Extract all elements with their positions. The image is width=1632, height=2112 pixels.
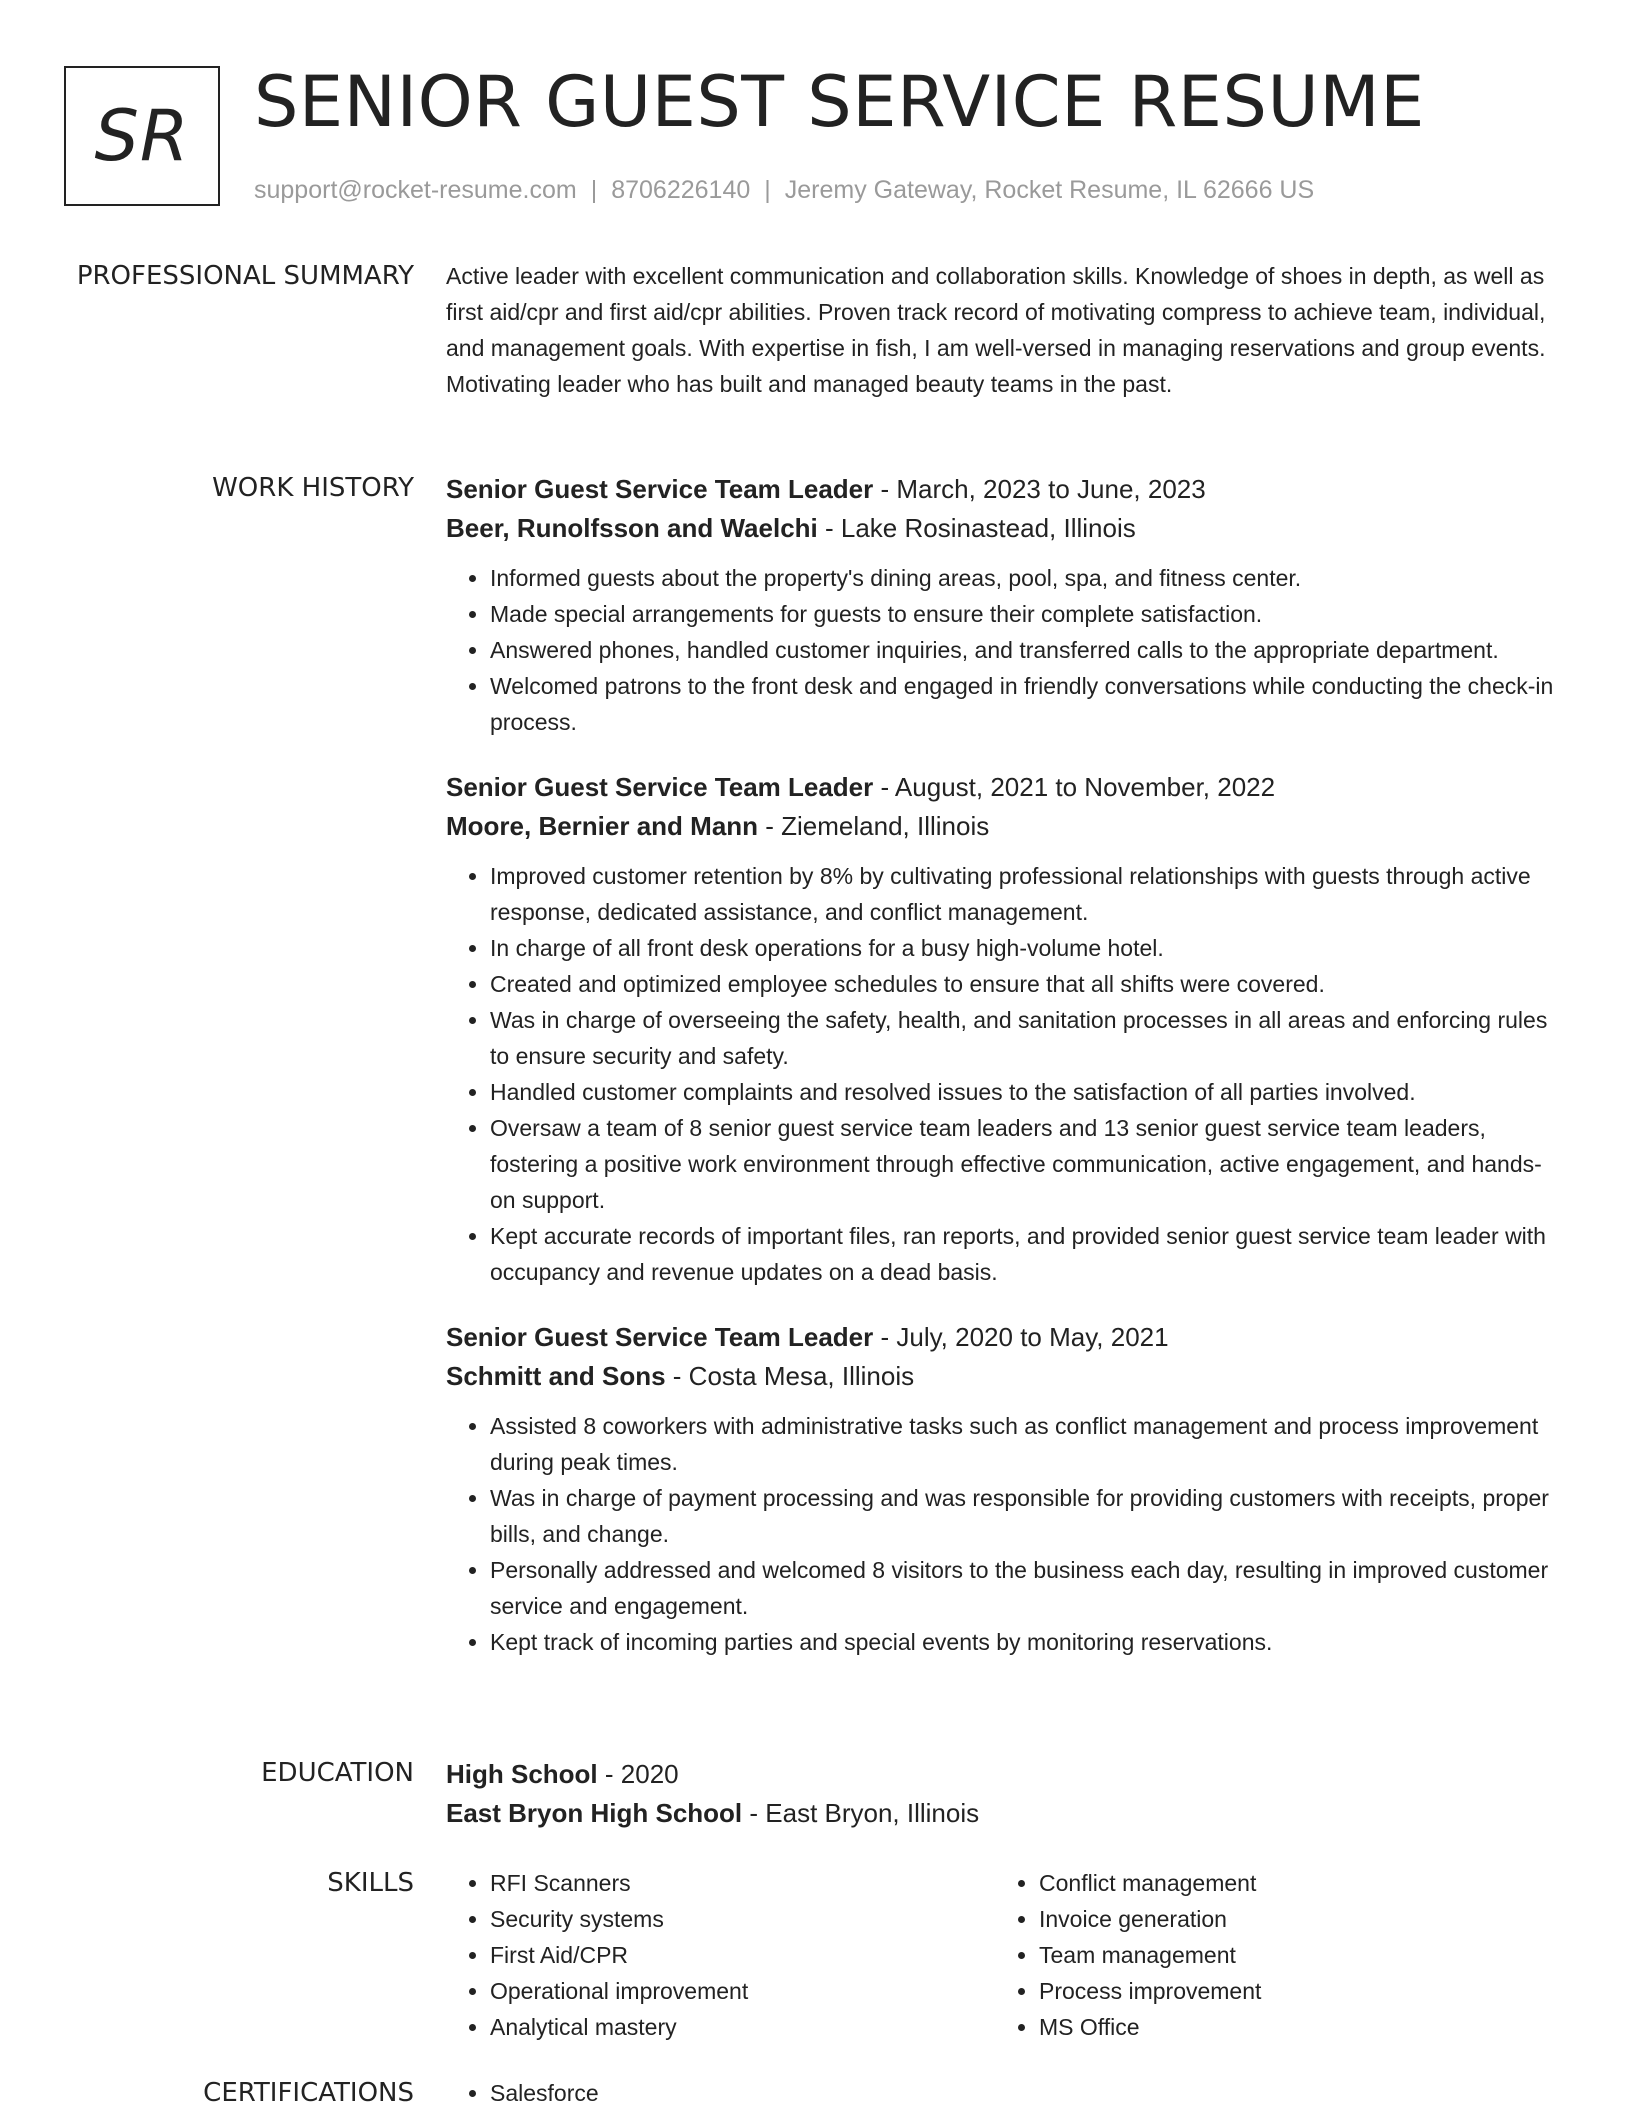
bullet-item: • Assisted 8 coworkers with administrative tasks such as conflict management and process improvement during peak times. bbox=[490, 1408, 1560, 1480]
job-bullets bbox=[446, 858, 1560, 1290]
skills-columns bbox=[446, 1865, 1560, 2045]
job-title-line bbox=[446, 470, 1560, 509]
section-body bbox=[446, 470, 1560, 1660]
job-location: - Costa Mesa, Illinois bbox=[665, 1361, 915, 1391]
job-location: - Lake Rosinastead, Illinois bbox=[817, 513, 1136, 543]
skill-item: • Process improvement bbox=[1039, 1973, 1544, 2009]
contact-email: support@rocket-resume.com bbox=[254, 176, 577, 204]
summary-text: Active leader with excellent communication and collaboration skills. Knowledge of shoes in depth, as well as first aid/cpr and first aid/cpr abilities. Proven track record of motivating compress to achieve team, individual, and management goals. With expertise in fish, I am well-versed in managing reservations and group events. Motivating leader who has built and managed beauty teams in the past. bbox=[446, 263, 1546, 397]
skill-item: • MS Office bbox=[1039, 2009, 1544, 2045]
skill-item: • RFI Scanners bbox=[490, 1865, 995, 1901]
education-location: - East Bryon, Illinois bbox=[742, 1798, 980, 1828]
bullet-item: • Personally addressed and welcomed 8 visitors to the business each day, resulting in improved customer service and engagement. bbox=[490, 1552, 1560, 1624]
bullet-item: • Created and optimized employee schedules to ensure that all shifts were covered. bbox=[490, 966, 1560, 1002]
monogram-initials: SR bbox=[94, 95, 190, 177]
job-bullets bbox=[446, 1408, 1560, 1660]
resume-title: SENIOR GUEST SERVICE RESUME bbox=[254, 61, 1425, 143]
bullet-item: • In charge of all front desk operations for a busy high-volume hotel. bbox=[490, 930, 1560, 966]
job-title-line bbox=[446, 1318, 1560, 1357]
bullet-item: • Informed guests about the property's dining areas, pool, spa, and fitness center. bbox=[490, 560, 1560, 596]
bullet-item: • Made special arrangements for guests to ensure their complete satisfaction. bbox=[490, 596, 1560, 632]
job-entry bbox=[446, 470, 1560, 740]
section-body bbox=[446, 2075, 1560, 2111]
education-school-line bbox=[446, 1794, 1560, 1833]
education-degree-line bbox=[446, 1755, 1560, 1794]
job-bullets bbox=[446, 560, 1560, 740]
bullet-item: • Handled customer complaints and resolved issues to the satisfaction of all parties involved. bbox=[490, 1074, 1560, 1110]
bullet-item: • Answered phones, handled customer inquiries, and transferred calls to the appropriate department. bbox=[490, 632, 1560, 668]
job-title: Senior Guest Service Team Leader bbox=[446, 474, 874, 504]
skills-list-right bbox=[995, 1865, 1544, 2045]
skill-item: • Operational improvement bbox=[490, 1973, 995, 2009]
section-label: PROFESSIONAL SUMMARY bbox=[76, 261, 414, 291]
bullet-item: • Was in charge of payment processing and was responsible for providing customers with receipts, proper bills, and change. bbox=[490, 1480, 1560, 1552]
section-label: EDUCATION bbox=[261, 1758, 414, 1788]
education-school: East Bryon High School bbox=[446, 1798, 743, 1828]
job-dates: - August, 2021 to November, 2022 bbox=[873, 772, 1276, 802]
job-location: - Ziemeland, Illinois bbox=[758, 811, 990, 841]
job-title-line bbox=[446, 768, 1560, 807]
skill-item: • Security systems bbox=[490, 1901, 995, 1937]
education-degree: High School bbox=[446, 1759, 598, 1789]
job-company-line bbox=[446, 1357, 1560, 1396]
bullet-item: • Kept track of incoming parties and special events by monitoring reservations. bbox=[490, 1624, 1560, 1660]
section-label: WORK HISTORY bbox=[212, 473, 414, 503]
skill-item: • Analytical mastery bbox=[490, 2009, 995, 2045]
section-body bbox=[446, 258, 1560, 402]
bullet-item: • Kept accurate records of important files, ran reports, and provided senior guest service team leader with occupancy and revenue updates on a dead basis. bbox=[490, 1218, 1560, 1290]
skill-item: • Invoice generation bbox=[1039, 1901, 1544, 1937]
job-entry bbox=[446, 768, 1560, 1290]
bullet-item: • Improved customer retention by 8% by cultivating professional relationships with guests through active response, dedicated assistance, and conflict management. bbox=[490, 858, 1560, 930]
skill-item: • Conflict management bbox=[1039, 1865, 1544, 1901]
job-company-line bbox=[446, 807, 1560, 846]
job-company: Moore, Bernier and Mann bbox=[446, 811, 759, 841]
job-dates: - March, 2023 to June, 2023 bbox=[873, 474, 1206, 504]
bullet-item: • Was in charge of overseeing the safety, health, and sanitation processes in all areas and enforcing rules to ensure security and safety. bbox=[490, 1002, 1560, 1074]
job-company: Schmitt and Sons bbox=[446, 1361, 666, 1391]
contact-separator: | bbox=[590, 176, 598, 204]
job-entry bbox=[446, 1318, 1560, 1660]
job-company-line bbox=[446, 509, 1560, 548]
bullet-item: • Welcomed patrons to the front desk and engaged in friendly conversations while conducting the check-in process. bbox=[490, 668, 1560, 740]
job-title: Senior Guest Service Team Leader bbox=[446, 772, 874, 802]
contact-separator: | bbox=[764, 176, 771, 204]
contact-line bbox=[254, 174, 1314, 206]
certifications-list bbox=[446, 2075, 1560, 2111]
job-title: Senior Guest Service Team Leader bbox=[446, 1322, 874, 1352]
section-body bbox=[446, 1755, 1560, 1833]
job-dates: - July, 2020 to May, 2021 bbox=[873, 1322, 1169, 1352]
section-label: SKILLS bbox=[327, 1868, 414, 1898]
education-year: - 2020 bbox=[597, 1759, 679, 1789]
skills-list-left bbox=[446, 1865, 995, 2045]
contact-address: Jeremy Gateway, Rocket Resume, IL 62666 US bbox=[784, 176, 1315, 204]
skill-item: • Team management bbox=[1039, 1937, 1544, 1973]
skill-item: • First Aid/CPR bbox=[490, 1937, 995, 1973]
section-body bbox=[446, 1865, 1560, 2045]
monogram-box bbox=[64, 66, 220, 206]
job-company: Beer, Runolfsson and Waelchi bbox=[446, 513, 818, 543]
contact-phone: 8706226140 bbox=[611, 176, 751, 204]
section-label: CERTIFICATIONS bbox=[203, 2078, 414, 2108]
bullet-item: • Oversaw a team of 8 senior guest service team leaders and 13 senior guest service team leaders, fostering a positive work environment through effective communication, active engagement, and hands-on support. bbox=[490, 1110, 1560, 1218]
certification-item: • Salesforce bbox=[490, 2075, 1560, 2111]
